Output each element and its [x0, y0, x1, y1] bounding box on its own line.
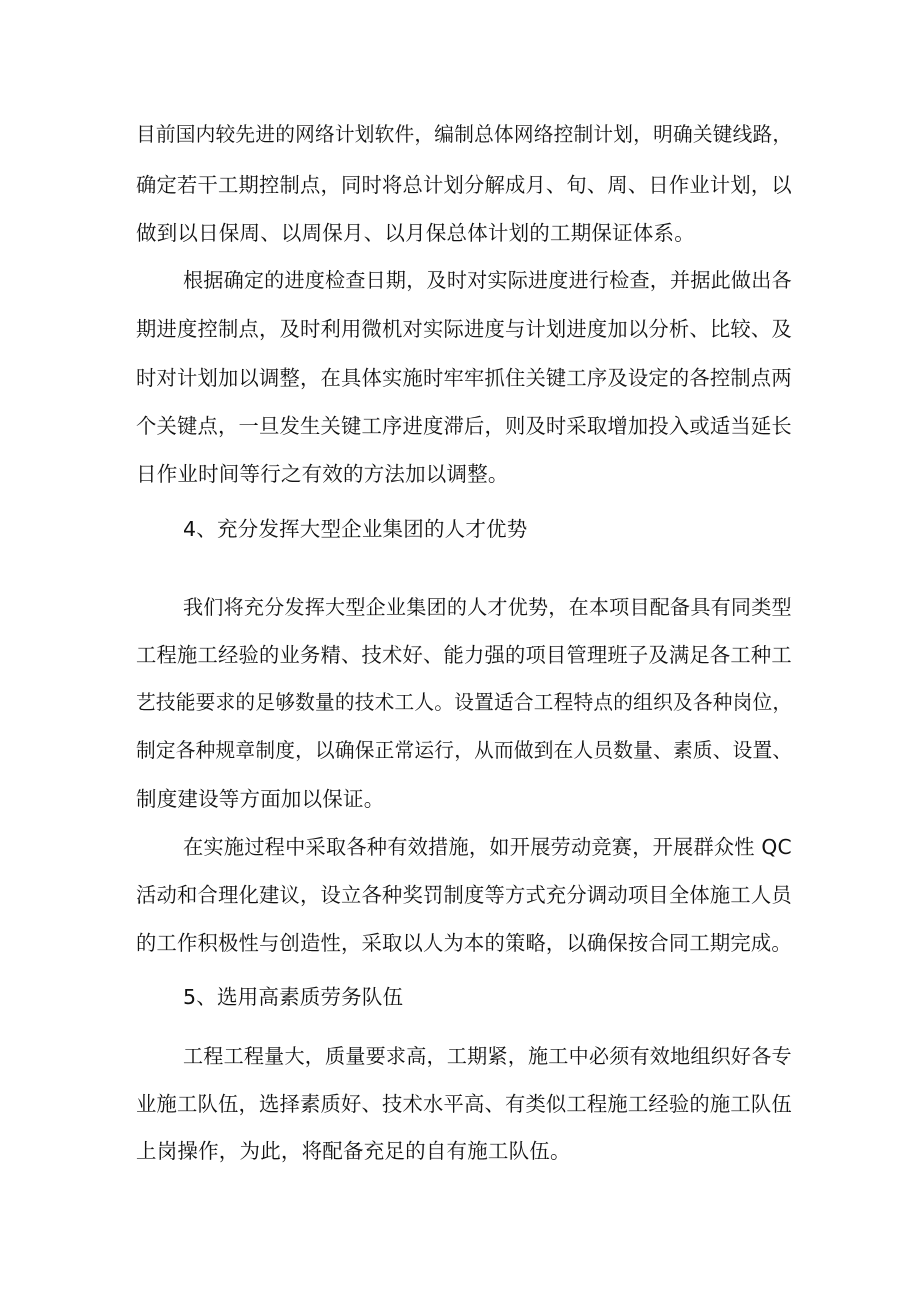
paragraph-line: 时对计划加以调整，在具体实施时牢牢抓住关键工序及设定的各控制点两: [136, 366, 792, 390]
paragraph-line: 制定各种规章制度，以确保正常运行，从而做到在人员数量、素质、设置、: [136, 739, 793, 762]
paragraph-line: 工程施工经验的业务精、技术好、能力强的项目管理班子及满足各工种工: [136, 643, 792, 667]
paragraph-line: 的工作积极性与创造性，采取以人为本的策略，以确保按合同工期完成。: [136, 931, 792, 955]
paragraph-line: 确定若干工期控制点，同时将总计划分解成月、旬、周、日作业计划，以: [136, 173, 792, 197]
paragraph-line: 目前国内较先进的网络计划软件，编制总体网络控制计划，明确关键线路，: [136, 123, 793, 146]
paragraph-line: 制度建设等方面加以保证。: [136, 787, 385, 811]
paragraph-line: 上岗操作，为此，将配备充足的自有施工队伍。: [136, 1139, 571, 1163]
paragraph-line: 个关键点，一旦发生关键工序进度滞后，则及时采取增加投入或适当延长: [136, 414, 792, 438]
section-heading-4: 4、充分发挥大型企业集团的人才优势: [183, 517, 528, 541]
paragraph-line: 日作业时间等行之有效的方法加以调整。: [136, 462, 509, 486]
paragraph-line: 期进度控制点，及时利用微机对实际进度与计划进度加以分析、比较、及: [136, 317, 792, 341]
paragraph-line: 根据确定的进度检查日期，及时对实际进度进行检查，并据此做出各: [183, 268, 792, 292]
paragraph-line: 业施工队伍，选择素质好、技术水平高、有类似工程施工经验的施工队伍: [136, 1092, 792, 1116]
section-heading-5: 5、选用高素质劳务队伍: [183, 985, 404, 1009]
paragraph-line: 做到以日保周、以周保月、以月保总体计划的工期保证体系。: [136, 221, 695, 245]
paragraph-line: 我们将充分发挥大型企业集团的人才优势，在本项目配备具有同类型: [183, 595, 792, 619]
paragraph-line: 艺技能要求的足够数量的技术工人。设置适合工程特点的组织及各种岗位，: [136, 691, 793, 714]
paragraph-line: 工程工程量大，质量要求高，工期紧，施工中必须有效地组织好各专: [183, 1044, 792, 1068]
paragraph-line: 活动和合理化建议，设立各种奖罚制度等方式充分调动项目全体施工人员: [136, 883, 792, 907]
paragraph-line: 在实施过程中采取各种有效措施，如开展劳动竞赛，开展群众性 QC: [183, 835, 792, 859]
